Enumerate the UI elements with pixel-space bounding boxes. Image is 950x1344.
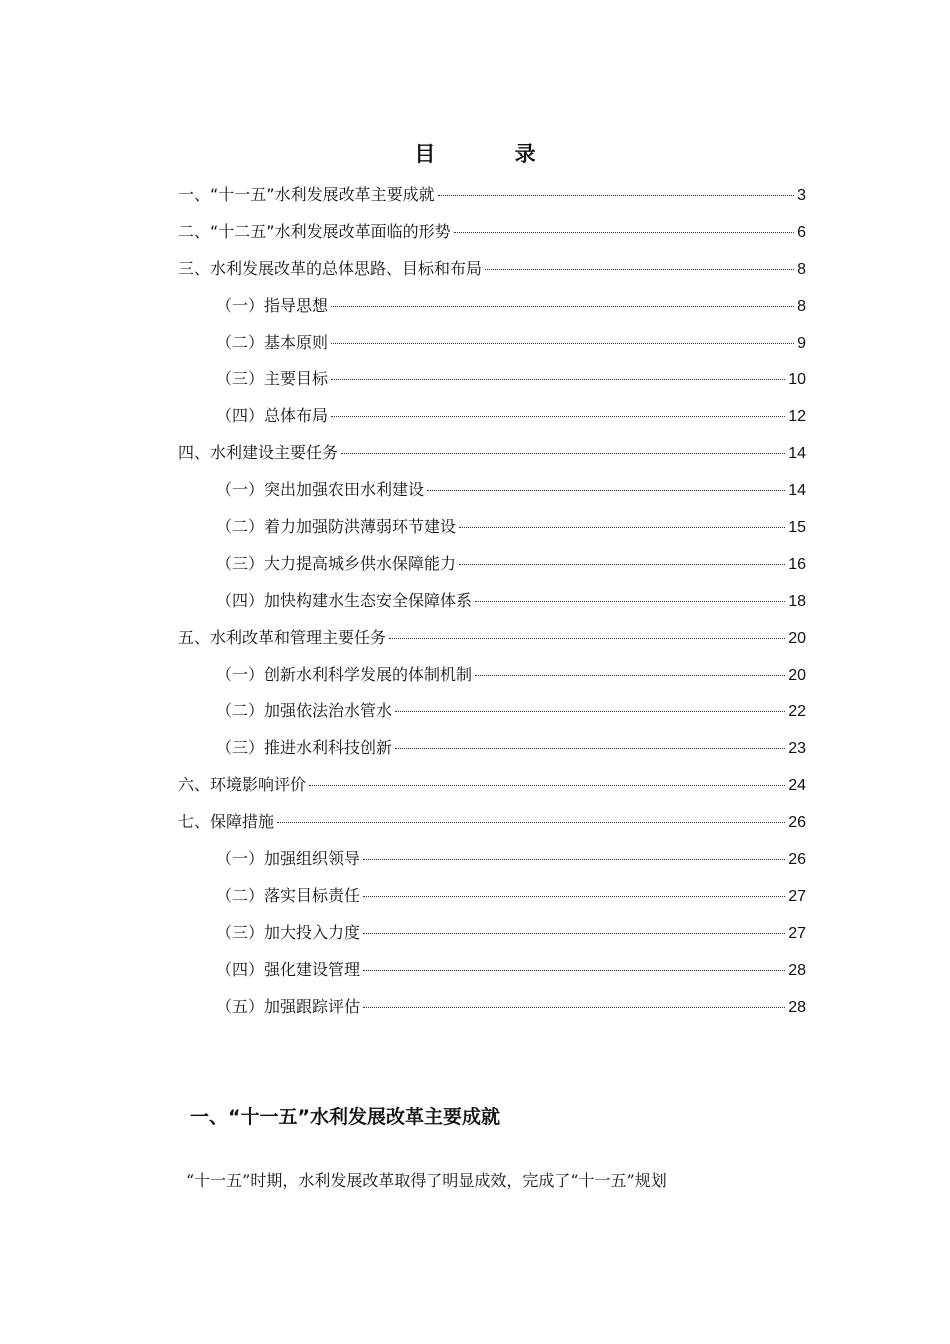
toc-leader-dots: [277, 822, 785, 823]
toc-entry-label: 二、“十二五”水利发展改革面临的形势: [178, 221, 451, 241]
toc-entry-page-number: 28: [788, 998, 806, 1016]
toc-leader-dots: [485, 269, 794, 270]
toc-entry-page-number: 6: [797, 223, 806, 241]
toc-entry-label: 六、环境影响评价: [178, 775, 307, 795]
toc-leader-dots: [454, 232, 795, 233]
toc-entry-label: 一、“十一五”水利发展改革主要成就: [178, 185, 435, 204]
toc-leader-dots: [395, 711, 785, 712]
toc-leader-dots: [331, 379, 785, 380]
toc-entry-label: 三、水利发展改革的总体思路、目标和布局: [178, 258, 483, 278]
toc-entry[interactable]: [178, 772, 806, 809]
toc-entry-label: （三）加大投入力度: [216, 922, 361, 942]
toc-entry-label: （三）大力提高城乡供水保障能力: [216, 553, 457, 573]
toc-leader-dots: [459, 527, 785, 528]
toc-entry-label: （二）着力加强防洪薄弱环节建设: [216, 517, 457, 537]
toc-entry-label: （一）突出加强农田水利建设: [216, 480, 425, 500]
toc-entry-page-number: 16: [788, 555, 806, 573]
toc-entry-label: （二）落实目标责任: [216, 885, 361, 905]
body-paragraph: “十一五”时期，水利发展改革取得了明显成效，完成了“十一五”规划: [186, 1171, 667, 1190]
toc-entry[interactable]: [178, 809, 806, 846]
toc-entry[interactable]: [178, 846, 806, 883]
toc-entry[interactable]: [178, 256, 806, 293]
toc-leader-dots: [309, 785, 785, 786]
toc-leader-dots: [395, 748, 785, 749]
toc-leader-dots: [438, 195, 795, 196]
toc-entry-page-number: 20: [788, 629, 806, 647]
toc-leader-dots: [363, 859, 785, 860]
section-heading: 一、“十一五”水利发展改革主要成就: [190, 1106, 500, 1128]
toc-leader-dots: [459, 564, 785, 565]
toc-entry-page-number: 24: [788, 777, 806, 795]
toc-entry[interactable]: [178, 994, 806, 1031]
toc-entry-page-number: 23: [788, 740, 806, 758]
toc-entry-page-number: 14: [788, 482, 806, 500]
toc-entry-label: （二）加强依法治水管水: [216, 701, 393, 721]
toc-entry-page-number: 28: [788, 961, 806, 979]
toc-leader-dots: [363, 970, 785, 971]
toc-entry[interactable]: [178, 588, 806, 625]
toc-entry[interactable]: [178, 957, 806, 994]
toc-entry-label: （三）主要目标: [216, 369, 329, 389]
toc-entry-label: （五）加强跟踪评估: [216, 996, 361, 1016]
toc-entry-page-number: 27: [788, 924, 806, 942]
toc-entry-page-number: 22: [788, 703, 806, 721]
toc-entry-page-number: 20: [788, 666, 806, 684]
table-of-contents: [178, 182, 806, 1030]
toc-leader-dots: [389, 638, 785, 639]
toc-entry-label: （四）总体布局: [216, 406, 329, 426]
toc-entry[interactable]: [178, 182, 806, 219]
toc-entry[interactable]: [178, 219, 806, 256]
toc-entry-page-number: 3: [797, 187, 806, 204]
toc-entry-page-number: 8: [797, 260, 806, 278]
toc-leader-dots: [331, 416, 785, 417]
toc-entry-label: （一）创新水利科学发展的体制机制: [216, 664, 473, 684]
toc-entry-page-number: 27: [788, 887, 806, 905]
toc-leader-dots: [363, 933, 785, 934]
toc-entry[interactable]: [178, 366, 806, 403]
toc-entry[interactable]: [178, 551, 806, 588]
toc-entry-label: （一）加强组织领导: [216, 849, 361, 869]
toc-entry-label: （三）推进水利科技创新: [216, 738, 393, 758]
toc-leader-dots: [331, 306, 794, 307]
toc-entry-label: （一）指导思想: [216, 295, 329, 315]
toc-entry-page-number: 26: [788, 851, 806, 869]
toc-entry-label: 五、水利改革和管理主要任务: [178, 627, 387, 647]
toc-leader-dots: [475, 601, 785, 602]
toc-entry[interactable]: [178, 735, 806, 772]
toc-entry-page-number: 8: [797, 297, 806, 315]
toc-entry[interactable]: [178, 293, 806, 330]
toc-leader-dots: [331, 343, 794, 344]
toc-title: 目 录: [414, 141, 572, 166]
toc-entry-label: （二）基本原则: [216, 332, 329, 352]
toc-leader-dots: [363, 896, 785, 897]
toc-entry-page-number: 10: [788, 371, 806, 389]
toc-entry-page-number: 26: [788, 814, 806, 832]
toc-entry[interactable]: [178, 330, 806, 367]
toc-entry-page-number: 12: [788, 408, 806, 426]
toc-entry-page-number: 15: [788, 519, 806, 537]
toc-entry-page-number: 9: [797, 334, 806, 352]
toc-leader-dots: [475, 675, 785, 676]
toc-entry[interactable]: [178, 662, 806, 699]
toc-leader-dots: [427, 490, 785, 491]
toc-leader-dots: [363, 1007, 785, 1008]
toc-entry-label: 四、水利建设主要任务: [178, 443, 339, 463]
toc-entry[interactable]: [178, 514, 806, 551]
toc-entry-page-number: 18: [788, 592, 806, 610]
toc-entry-page-number: 14: [788, 445, 806, 463]
toc-entry-label: 七、保障措施: [178, 812, 275, 832]
toc-entry[interactable]: [178, 698, 806, 735]
toc-entry[interactable]: [178, 920, 806, 957]
toc-entry[interactable]: [178, 403, 806, 440]
toc-entry-label: （四）强化建设管理: [216, 959, 361, 979]
toc-entry[interactable]: [178, 440, 806, 477]
toc-leader-dots: [341, 453, 785, 454]
toc-entry[interactable]: [178, 625, 806, 662]
toc-entry-label: （四）加快构建水生态安全保障体系: [216, 590, 473, 610]
toc-entry[interactable]: [178, 477, 806, 514]
toc-entry[interactable]: [178, 883, 806, 920]
